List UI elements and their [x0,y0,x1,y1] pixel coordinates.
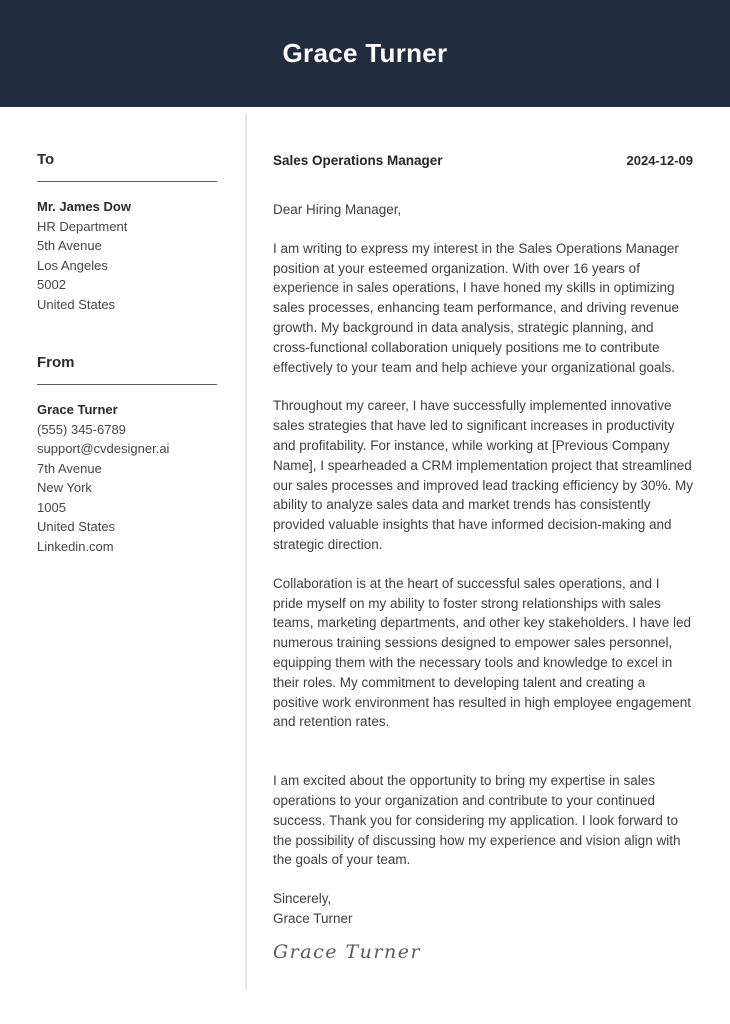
content-area [0,107,730,1024]
header-banner [0,0,730,107]
sender-postal-code: 1005 [37,499,66,515]
salutation: Dear Hiring Manager, [273,202,402,217]
from-heading-rule [37,384,217,385]
sender-name: Grace Turner [37,402,118,417]
sender-street: 7th Avenue [37,460,102,476]
handwritten-signature: Grace Turner [273,940,422,963]
letter-date: 2024-12-09 [626,153,693,168]
sender-country: United States [37,519,116,534]
applicant-name-title: Grace Turner [282,38,448,68]
signed-name: Grace Turner [273,910,353,926]
sender-phone: (555) 345-6789 [37,421,126,437]
sender-linkedin: Linkedin.com [37,538,114,554]
to-heading-rule [37,181,217,182]
sender-email: support@cvdesigner.ai [37,441,170,456]
paragraph-intro: I am writing to express my interest in the Sales Operations Manager position at your esteemed organization. With over 16 years of experience in sales operations, I have honed my skills in optimizing sales processes, enhancing team performance, and driving revenue growth. My background in data analysis, strategic planning, and cross-functional collaboration uniquely positions me to contribute effectively to your team and help achieve your organizational goals. [273,240,679,375]
recipient-department: HR Department [37,218,128,234]
job-title: Sales Operations Manager [273,153,443,168]
recipient-street: 5th Avenue [37,238,102,253]
from-heading: From [37,354,75,371]
recipient-postal-code: 5002 [37,277,66,292]
letter-header-row [273,153,693,168]
paragraph-closing: I am excited about the opportunity to bring my expertise in sales operations to your organization and contribute to your continued success. Thank you for considering my application. I look forward to the possibility of discussing how my experience and vision align with the goals of your team. [273,773,681,868]
paragraph-experience: Throughout my career, I have successfully implemented innovative sales strategies that have led to significant increases in productivity and profitability. For instance, while working at [Previous Company Name], I spearheaded a CRM implementation project that streamlined our sales processes and improved lead tracking efficiency by 30%. My ability to analyze sales data and market trends has consistently provided valuable insights that have informed decision-making and strategic direction. [273,398,693,552]
from-section [37,354,217,556]
to-heading: To [37,151,55,168]
contact-sidebar [0,107,246,1024]
closing-word: Sincerely, [273,891,332,907]
vertical-divider [245,113,247,990]
closing-block [273,889,693,929]
sender-city: New York [37,480,92,495]
letter-body [246,107,730,1024]
to-section [37,151,217,314]
recipient-name: Mr. James Dow [37,199,131,214]
recipient-country: United States [37,296,116,312]
recipient-city: Los Angeles [37,257,108,273]
paragraph-collaboration: Collaboration is at the heart of successful sales operations, and I pride myself on my ability to foster strong relationships with sales teams, marketing departments, and other key stakeholders. I have led numerous training sessions designed to empower sales personnel, equipping them with the necessary tools and knowledge to excel in their roles. My commitment to developing talent and creating a positive work environment has resulted in high employee engagement and retention rates. [273,575,691,730]
